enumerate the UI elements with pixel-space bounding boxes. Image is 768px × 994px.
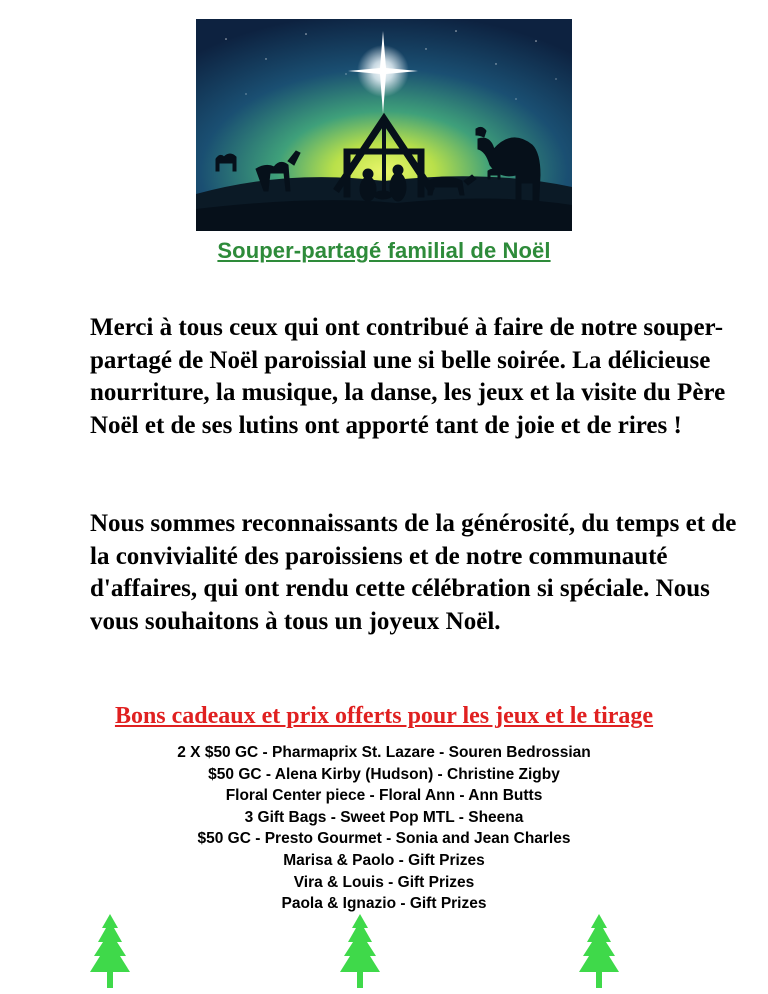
prize-item: 3 Gift Bags - Sweet Pop MTL - Sheena bbox=[244, 808, 524, 826]
page-title: Souper-partagé familial de Noël bbox=[217, 238, 551, 263]
prize-list bbox=[0, 742, 768, 915]
nativity-image bbox=[196, 19, 572, 231]
prizes-heading: Bons cadeaux et prix offerts pour les jeux et le tirage bbox=[114, 703, 654, 729]
christmas-tree-icon bbox=[335, 914, 385, 988]
prize-item: Marisa & Paolo - Gift Prizes bbox=[283, 851, 485, 869]
thank-you-paragraph: Merci à tous ceux qui ont contribué à faire de notre souper-partagé de Noël paroissial une si belle soirée. La délicieuse nourriture, la musique, la danse, les jeux et la visite du Père Noël et de ses lutins ont apporté tant de joie et de rires ! bbox=[90, 314, 726, 439]
christmas-tree-icon bbox=[574, 914, 624, 988]
gratitude-paragraph: Nous sommes reconnaissants de la générosité, du temps et de la convivialité des paroissiens et de notre communauté d'affaires, qui ont rendu cette célébration si spéciale. Nous vous souhaitons à tous un joyeux Noël. bbox=[90, 510, 737, 635]
prize-item: Floral Center piece - Floral Ann - Ann Butts bbox=[225, 787, 543, 805]
christmas-tree-icon bbox=[85, 914, 135, 988]
prize-item: $50 GC - Presto Gourmet - Sonia and Jean Charles bbox=[197, 830, 571, 848]
prize-item: $50 GC - Alena Kirby (Hudson) - Christine Zigby bbox=[208, 765, 560, 783]
prize-item: Vira & Louis - Gift Prizes bbox=[293, 873, 475, 891]
prize-item: 2 X $50 GC - Pharmaprix St. Lazare - Souren Bedrossian bbox=[177, 744, 591, 761]
prize-item: Paola & Ignazio - Gift Prizes bbox=[281, 895, 487, 913]
